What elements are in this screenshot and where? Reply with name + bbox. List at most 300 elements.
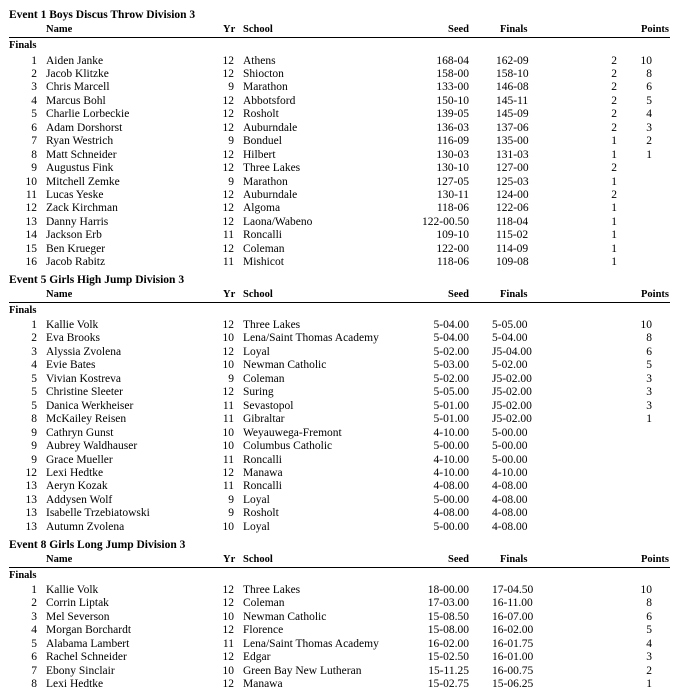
cell-school: Roncalli (243, 480, 282, 493)
cell-place: 5 (31, 108, 37, 121)
cell-yr: 12 (222, 202, 234, 215)
cell-name: Evie Bates (46, 359, 96, 372)
cell-seed: 15-02.50 (427, 651, 469, 664)
cell-place: 5 (31, 637, 37, 650)
cell-yr: 12 (222, 386, 234, 399)
cell-finals: 16-02.00 (492, 624, 534, 637)
cell-name: Jacob Rabitz (46, 256, 106, 269)
cell-school: Roncalli (243, 453, 282, 466)
cell-finals: 124-00 (496, 189, 529, 201)
cell-seed: 15-08.50 (427, 610, 469, 623)
cell-place: 10 (25, 175, 37, 188)
cell-finals: 4-08.00 (492, 520, 528, 533)
cell-points: 2 (646, 664, 652, 677)
cell-yr: 10 (222, 359, 234, 372)
section-label: Finals (9, 570, 37, 581)
cell-name: Cathryn Gunst (46, 426, 114, 439)
cell-place: 7 (31, 664, 37, 677)
cell-name: Danica Werkheiser (46, 399, 134, 412)
cell-seed: 109-10 (436, 229, 469, 242)
cell-place: 3 (31, 610, 37, 623)
cell-h: 1 (611, 175, 617, 188)
cell-finals: 115-02 (496, 229, 529, 242)
cell-finals: 127-00 (496, 162, 529, 175)
cell-h: 2 (611, 162, 617, 175)
table-row (0, 665, 675, 678)
table-row (0, 108, 675, 121)
cell-place: 4 (31, 359, 37, 372)
table-row (0, 176, 675, 189)
cell-yr: 9 (228, 175, 234, 188)
cell-seed: 17-03.00 (427, 597, 469, 610)
table-row (0, 440, 675, 453)
cell-name: Vivian Kostreva (46, 372, 121, 385)
cell-yr: 10 (222, 426, 234, 439)
cell-finals: 16-01.00 (492, 651, 534, 664)
cell-h: 2 (611, 81, 617, 94)
cell-school: Suring (243, 386, 274, 399)
cell-h: 1 (611, 202, 617, 215)
cell-seed: 5-00.00 (433, 493, 469, 506)
cell-name: Autumn Zvolena (46, 520, 125, 533)
column-header-finals: Finals (500, 289, 528, 300)
cell-school: Sevastopol (243, 399, 294, 412)
cell-school: Loyal (243, 345, 270, 358)
cell-school: Manawa (243, 466, 283, 479)
cell-seed: 5-02.00 (433, 372, 469, 385)
cell-finals: J5-02.00 (492, 399, 532, 412)
table-row (0, 611, 675, 624)
cell-place: 13 (25, 215, 37, 228)
cell-h: 2 (611, 121, 617, 134)
table-row (0, 638, 675, 651)
cell-seed: 4-10.00 (433, 466, 469, 479)
cell-seed: 5-03.00 (433, 359, 469, 372)
column-header-name: Name (46, 554, 73, 565)
cell-yr: 10 (222, 610, 234, 623)
table-row (0, 256, 675, 269)
cell-school: Hilbert (243, 148, 276, 161)
cell-school: Auburndale (243, 121, 298, 134)
table-row (0, 624, 675, 637)
cell-yr: 12 (222, 94, 234, 107)
cell-school: Florence (243, 624, 284, 637)
cell-school: Shiocton (243, 67, 284, 80)
cell-seed: 130-03 (436, 148, 469, 161)
cell-school: Newman Catholic (243, 359, 327, 372)
cell-place: 13 (25, 520, 37, 533)
cell-seed: 16-02.00 (427, 637, 469, 650)
event-title: Event 1 Boys Discus Throw Division 3 (9, 9, 196, 21)
cell-place: 8 (31, 413, 37, 426)
cell-finals: 5-00.00 (492, 440, 528, 453)
column-header-points: Points (640, 554, 669, 565)
column-header-name: Name (46, 289, 73, 300)
table-row (0, 202, 675, 215)
cell-finals: 145-11 (496, 94, 529, 107)
cell-place: 2 (31, 332, 37, 345)
cell-school: Three Lakes (243, 584, 301, 596)
cell-finals: J5-02.00 (492, 386, 532, 399)
column-header-yr: Yr (223, 289, 236, 300)
header-divider (9, 302, 670, 303)
table-row (0, 480, 675, 493)
cell-name: Aubrey Waldhauser (46, 440, 138, 453)
cell-yr: 12 (222, 121, 234, 134)
cell-seed: 118-06 (436, 256, 469, 269)
cell-place: 3 (31, 345, 37, 358)
cell-place: 9 (31, 453, 37, 466)
column-header-name: Name (46, 24, 73, 35)
cell-name: McKailey Reisen (46, 413, 127, 426)
cell-school: Green Bay New Lutheran (243, 664, 362, 677)
table-row (0, 189, 675, 202)
table-row (0, 216, 675, 229)
cell-name: Isabelle Trzebiatowski (46, 507, 150, 520)
cell-finals: 15-06.25 (492, 678, 534, 691)
cell-seed: 5-04.00 (433, 332, 469, 345)
cell-h: 1 (611, 256, 617, 269)
table-row (0, 678, 675, 691)
cell-name: Marcus Bohl (46, 94, 106, 107)
cell-seed: 5-01.00 (433, 413, 469, 426)
cell-points: 1 (646, 678, 652, 691)
cell-name: Ben Krueger (46, 242, 106, 255)
cell-school: Marathon (243, 175, 288, 188)
column-header-school: School (243, 554, 273, 565)
table-row (0, 584, 675, 597)
cell-name: Chris Marcell (46, 81, 110, 94)
table-row (0, 467, 675, 480)
cell-yr: 11 (222, 256, 234, 269)
cell-name: Danny Harris (46, 215, 109, 228)
cell-yr: 12 (222, 345, 234, 358)
cell-finals: 5-00.00 (492, 426, 528, 439)
cell-finals: 16-01.75 (492, 637, 534, 650)
cell-name: Grace Mueller (46, 453, 113, 466)
column-header-seed: Seed (448, 24, 469, 35)
table-row (0, 135, 675, 148)
cell-school: Rosholt (243, 108, 279, 121)
cell-yr: 10 (222, 520, 234, 533)
cell-yr: 9 (228, 493, 234, 506)
cell-seed: 5-01.00 (433, 399, 469, 412)
cell-name: Augustus Fink (46, 162, 114, 175)
cell-finals: J5-02.00 (492, 413, 532, 426)
cell-place: 14 (25, 229, 37, 242)
table-row (0, 454, 675, 467)
cell-school: Algoma (243, 202, 281, 215)
cell-school: Auburndale (243, 189, 298, 201)
cell-name: Jackson Erb (46, 229, 102, 242)
table-row (0, 81, 675, 94)
cell-school: Loyal (243, 520, 270, 533)
cell-school: Rosholt (243, 507, 279, 520)
cell-name: Mitchell Zemke (46, 175, 120, 188)
table-row (0, 55, 675, 68)
table-row (0, 319, 675, 332)
cell-yr: 12 (222, 242, 234, 255)
cell-school: Manawa (243, 678, 283, 691)
cell-place: 7 (31, 135, 37, 148)
cell-points: 2 (646, 135, 652, 148)
cell-school: Abbotsford (243, 94, 296, 107)
column-header-school: School (243, 24, 273, 35)
cell-seed: 4-10.00 (433, 453, 469, 466)
cell-points: 6 (646, 81, 652, 94)
cell-seed: 5-04.00 (433, 319, 469, 331)
cell-place: 1 (31, 54, 37, 67)
cell-school: Lena/Saint Thomas Academy (243, 332, 379, 345)
cell-points: 6 (646, 610, 652, 623)
cell-points: 3 (646, 386, 652, 399)
cell-finals: 16-00.75 (492, 664, 534, 677)
column-header-points: Points (640, 289, 669, 300)
table-row (0, 400, 675, 413)
cell-yr: 9 (228, 135, 234, 148)
cell-school: Marathon (243, 81, 288, 94)
cell-points: 6 (646, 345, 652, 358)
column-header-school: School (243, 289, 273, 300)
cell-name: Morgan Borchardt (46, 624, 132, 637)
cell-seed: 4-08.00 (433, 480, 469, 493)
cell-name: Kallie Volk (46, 584, 99, 596)
cell-name: Charlie Lorbeckie (46, 108, 130, 121)
cell-finals: 145-09 (496, 108, 529, 121)
cell-yr: 12 (222, 189, 234, 201)
event-title: Event 5 Girls High Jump Division 3 (9, 274, 185, 286)
table-row (0, 332, 675, 345)
cell-place: 5 (31, 386, 37, 399)
cell-seed: 5-00.00 (433, 440, 469, 453)
table-row (0, 597, 675, 610)
cell-place: 12 (25, 202, 37, 215)
cell-name: Mel Severson (46, 610, 110, 623)
cell-seed: 122-00 (436, 242, 469, 255)
cell-school: Athens (243, 54, 276, 67)
cell-name: Corrin Liptak (46, 597, 109, 610)
cell-finals: 16-07.00 (492, 610, 534, 623)
cell-seed: 15-02.75 (427, 678, 469, 691)
cell-name: Christine Sleeter (46, 386, 123, 399)
cell-finals: 146-08 (496, 81, 529, 94)
header-divider (9, 567, 670, 568)
cell-seed: 130-10 (436, 162, 469, 175)
cell-yr: 10 (222, 332, 234, 345)
cell-h: 2 (611, 67, 617, 80)
table-row (0, 229, 675, 242)
cell-place: 1 (31, 584, 37, 596)
table-row (0, 373, 675, 386)
table-row (0, 149, 675, 162)
cell-finals: 4-08.00 (492, 480, 528, 493)
cell-points: 10 (640, 584, 652, 596)
cell-place: 15 (25, 242, 37, 255)
cell-seed: 4-10.00 (433, 426, 469, 439)
cell-points: 1 (646, 413, 652, 426)
cell-seed: 116-09 (436, 135, 469, 148)
cell-yr: 11 (222, 453, 234, 466)
cell-seed: 5-00.00 (433, 520, 469, 533)
column-header-finals: Finals (500, 554, 528, 565)
cell-place: 1 (31, 319, 37, 331)
cell-points: 5 (646, 359, 652, 372)
cell-place: 3 (31, 81, 37, 94)
cell-finals: 114-09 (496, 242, 529, 255)
cell-finals: 4-08.00 (492, 493, 528, 506)
cell-name: Matt Schneider (46, 148, 117, 161)
cell-place: 13 (25, 507, 37, 520)
cell-seed: 168-04 (436, 54, 469, 67)
table-row (0, 386, 675, 399)
cell-school: Bonduel (243, 135, 282, 148)
cell-yr: 12 (222, 597, 234, 610)
table-row (0, 162, 675, 175)
section-label: Finals (9, 40, 37, 51)
cell-school: Edgar (243, 651, 271, 664)
cell-seed: 15-11.25 (428, 664, 469, 677)
cell-school: Laona/Wabeno (243, 215, 313, 228)
table-row (0, 95, 675, 108)
cell-yr: 11 (222, 229, 234, 242)
cell-yr: 11 (222, 399, 234, 412)
table-row (0, 413, 675, 426)
cell-school: Roncalli (243, 229, 282, 242)
cell-finals: J5-02.00 (492, 372, 532, 385)
cell-points: 4 (646, 108, 652, 121)
column-header-seed: Seed (448, 289, 469, 300)
cell-finals: 5-00.00 (492, 453, 528, 466)
cell-name: Rachel Schneider (46, 651, 127, 664)
cell-points: 10 (640, 54, 652, 67)
cell-yr: 12 (222, 584, 234, 596)
cell-place: 4 (31, 624, 37, 637)
cell-h: 2 (611, 94, 617, 107)
column-header-finals: Finals (500, 24, 528, 35)
cell-place: 11 (25, 189, 37, 201)
cell-yr: 12 (222, 215, 234, 228)
cell-yr: 11 (222, 480, 234, 493)
cell-place: 9 (31, 426, 37, 439)
cell-name: Ryan Westrich (46, 135, 114, 148)
cell-points: 3 (646, 651, 652, 664)
cell-finals: 158-10 (496, 67, 529, 80)
cell-points: 3 (646, 372, 652, 385)
cell-school: Weyauwega-Fremont (243, 426, 342, 439)
header-divider (9, 37, 670, 38)
cell-name: Kallie Volk (46, 319, 99, 331)
cell-yr: 11 (222, 413, 234, 426)
cell-finals: 17-04.50 (492, 584, 534, 596)
cell-place: 12 (25, 466, 37, 479)
cell-school: Mishicot (243, 256, 284, 269)
section-label: Finals (9, 305, 37, 316)
cell-finals: 137-06 (496, 121, 529, 134)
cell-finals: 5-02.00 (492, 359, 528, 372)
cell-yr: 12 (222, 319, 234, 331)
cell-h: 1 (611, 242, 617, 255)
cell-seed: 5-02.00 (433, 345, 469, 358)
cell-finals: 131-03 (496, 148, 529, 161)
cell-finals: 5-05.00 (492, 319, 528, 331)
cell-points: 3 (646, 121, 652, 134)
cell-place: 2 (31, 67, 37, 80)
cell-name: Adam Dorshorst (46, 121, 123, 134)
cell-h: 1 (611, 148, 617, 161)
column-header-points: Points (640, 24, 669, 35)
table-row (0, 68, 675, 81)
cell-school: Lena/Saint Thomas Academy (243, 637, 379, 650)
cell-seed: 136-03 (436, 121, 469, 134)
table-row (0, 507, 675, 520)
cell-finals: J5-04.00 (492, 345, 532, 358)
cell-points: 8 (646, 597, 652, 610)
column-header-seed: Seed (448, 554, 469, 565)
cell-name: Aeryn Kozak (46, 480, 108, 493)
cell-name: Aiden Janke (46, 54, 104, 67)
cell-points: 3 (646, 399, 652, 412)
cell-yr: 12 (222, 624, 234, 637)
cell-place: 8 (31, 678, 37, 691)
cell-place: 9 (31, 440, 37, 453)
cell-name: Addysen Wolf (46, 493, 113, 506)
cell-finals: 135-00 (496, 135, 529, 148)
cell-place: 2 (31, 597, 37, 610)
cell-yr: 12 (222, 54, 234, 67)
cell-name: Ebony Sinclair (46, 664, 115, 677)
cell-place: 5 (31, 399, 37, 412)
column-header-yr: Yr (223, 24, 236, 35)
cell-finals: 118-04 (496, 215, 529, 228)
cell-school: Coleman (243, 597, 285, 610)
cell-points: 5 (646, 94, 652, 107)
table-row (0, 427, 675, 440)
cell-place: 4 (31, 94, 37, 107)
cell-yr: 12 (222, 67, 234, 80)
table-row (0, 122, 675, 135)
cell-finals: 109-08 (496, 256, 529, 269)
cell-name: Alabama Lambert (46, 637, 130, 650)
cell-yr: 12 (222, 651, 234, 664)
table-row (0, 521, 675, 534)
cell-h: 1 (611, 215, 617, 228)
cell-points: 1 (646, 148, 652, 161)
cell-yr: 12 (222, 466, 234, 479)
cell-place: 6 (31, 121, 37, 134)
cell-yr: 9 (228, 372, 234, 385)
cell-seed: 4-08.00 (433, 507, 469, 520)
cell-yr: 11 (222, 637, 234, 650)
cell-finals: 5-04.00 (492, 332, 528, 345)
cell-seed: 122-00.50 (422, 215, 469, 228)
cell-seed: 133-00 (436, 81, 469, 94)
cell-finals: 4-08.00 (492, 507, 528, 520)
cell-seed: 150-10 (436, 94, 469, 107)
cell-yr: 12 (222, 108, 234, 121)
cell-place: 6 (31, 651, 37, 664)
cell-yr: 10 (222, 440, 234, 453)
cell-seed: 130-11 (436, 189, 469, 201)
cell-yr: 9 (228, 81, 234, 94)
cell-place: 16 (25, 256, 37, 269)
cell-school: Loyal (243, 493, 270, 506)
table-row (0, 494, 675, 507)
cell-name: Lexi Hedtke (46, 466, 104, 479)
cell-school: Three Lakes (243, 162, 301, 175)
table-row (0, 359, 675, 372)
cell-yr: 10 (222, 664, 234, 677)
cell-place: 9 (31, 162, 37, 175)
